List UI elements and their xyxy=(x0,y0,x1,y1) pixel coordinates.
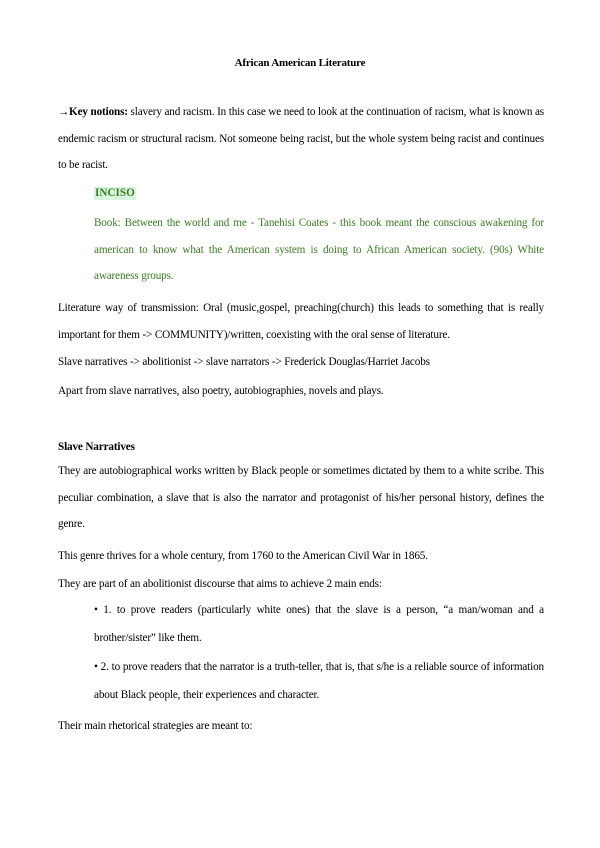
bullet-item-2: • 2. to prove readers that the narrator is a truth-teller, that is, that s/he is a reliable source of information about Black people, their experiences and character. xyxy=(94,661,544,701)
page-title: African American Literature xyxy=(234,57,366,69)
apart-line: Apart from slave narratives, also poetry, autobiographies, novels and plays. xyxy=(58,385,384,397)
key-notions-text: slavery and racism. In this case we need to look at the continuation of racism, what is known as endemic racism or structural racism. Not someone being racist, but the whole system being racist and continues to be racist. xyxy=(58,106,544,172)
arrow-icon: → xyxy=(58,106,70,118)
inciso-paragraph: Book: Between the world and me - Tanehisi Coates - this book meant the conscious awakening for american to know what the American system is doing to African American society. (90s) White awareness groups. xyxy=(94,217,544,283)
bullet-item-1: • 1. to prove readers (particularly white ones) that the slave is a person, “a man/woman and a brother/sister” like them. xyxy=(94,604,544,644)
transmission-paragraph: Literature way of transmission: Oral (music,gospel, preaching(church) this leads to something that is really important for them -> COMMUNITY)/written, coexisting with the oral sense of literature. xyxy=(58,302,544,341)
section-paragraph-1: They are autobiographical works written by Black people or sometimes dictated by them to a white scribe. This peculiar combination, a slave that is also the narrator and protagonist of his/her personal history, defines the genre. xyxy=(58,465,544,531)
section-paragraph-2: This genre thrives for a whole century, from 1760 to the American Civil War in 1865. xyxy=(58,550,428,562)
section-paragraph-4: Their main rhetorical strategies are meant to: xyxy=(58,720,253,732)
slave-narratives-line: Slave narratives -> abolitionist -> slave narrators -> Frederick Douglas/Harriet Jacobs xyxy=(58,356,430,368)
key-notions-paragraph xyxy=(58,99,544,179)
inciso-label: INCISO xyxy=(95,187,135,199)
section-heading: Slave Narratives xyxy=(58,441,135,453)
section-paragraph-3: They are part of an abolitionist discourse that aims to achieve 2 main ends: xyxy=(58,578,382,590)
key-notions-label: Key notions: xyxy=(69,106,128,118)
